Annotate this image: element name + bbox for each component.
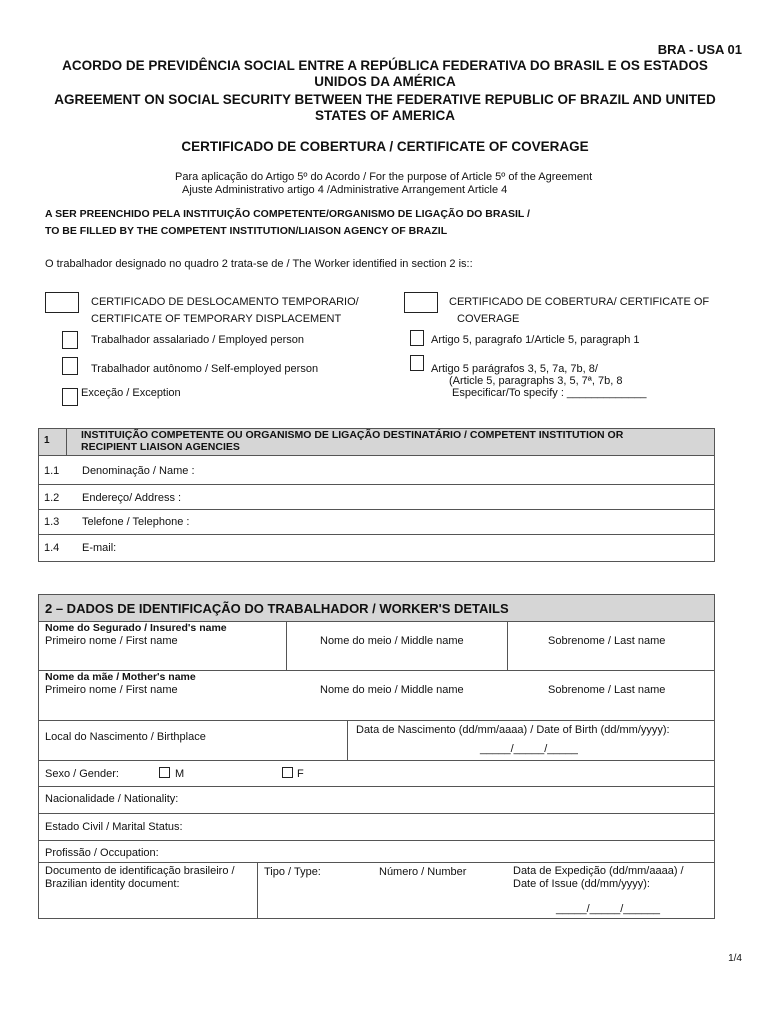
self-employed-label: Trabalhador autônomo / Self-employed person <box>91 363 319 375</box>
worker-intro: O trabalhador designado no quadro 2 trata-se de / The Worker identified in section 2 is:: <box>45 258 473 270</box>
mother-middle-name-field[interactable]: Nome do meio / Middle name <box>320 684 464 696</box>
row-1-1-num: 1.1 <box>44 465 60 477</box>
id-document-label <box>45 865 235 891</box>
exception-checkbox[interactable] <box>62 388 78 406</box>
article5-paragraph1-label: Artigo 5, paragrafo 1/Article 5, paragraph 1 <box>431 334 640 346</box>
purpose-line1: Para aplicação do Artigo 5º do Acordo / For the purpose of Article 5º of the Agreement <box>175 171 593 183</box>
certificate-coverage-line2: COVERAGE <box>457 313 520 325</box>
title-english <box>20 92 750 124</box>
email-field[interactable]: E-mail: <box>82 542 117 554</box>
row-1-3-num: 1.3 <box>44 516 60 528</box>
certificate-subtitle: CERTIFICADO DE COBERTURA / CERTIFICATE OF COVERAGE <box>181 139 589 154</box>
mother-name-label: Nome da mãe / Mother's name <box>45 671 196 683</box>
section1-title <box>81 429 623 453</box>
temporary-displacement-checkbox[interactable] <box>45 292 79 313</box>
gender-male-checkbox[interactable] <box>159 767 170 778</box>
certificate-coverage-checkbox[interactable] <box>404 292 438 313</box>
date-of-issue-label <box>513 865 684 891</box>
title-en-line2: STATES OF AMERICA <box>315 108 455 123</box>
title-en-line1: AGREEMENT ON SOCIAL SECURITY BETWEEN THE FEDERATIVE REPUBLIC OF BRAZIL AND UNITED <box>54 92 716 107</box>
title-pt-line2: UNIDOS DA AMÉRICA <box>314 74 456 89</box>
exception-label: Exceção / Exception <box>81 387 181 399</box>
marital-status-field[interactable]: Estado Civil / Marital Status: <box>45 821 183 833</box>
title-portuguese <box>20 58 750 90</box>
telephone-field[interactable]: Telefone / Telephone : <box>82 516 190 528</box>
insured-first-name-field[interactable]: Primeiro nome / First name <box>45 635 178 647</box>
id-document-line1: Documento de identificação brasileiro / <box>45 865 235 877</box>
gender-label: Sexo / Gender: <box>45 768 119 780</box>
purpose-line2: Ajuste Administrativo artigo 4 /Administrative Arrangement Article 4 <box>182 184 508 196</box>
name-field[interactable]: Denominação / Name : <box>82 465 195 477</box>
section1-number: 1 <box>44 435 50 446</box>
instruction-line1: A SER PREENCHIDO PELA INSTITUIÇÃO COMPETENTE/ORGANISMO DE LIGAÇÃO DO BRASIL / <box>45 208 530 220</box>
temporary-displacement-line2: CERTIFICATE OF TEMPORARY DISPLACEMENT <box>91 313 342 325</box>
article5-paragraph1-checkbox[interactable] <box>410 330 424 346</box>
gender-female-checkbox[interactable] <box>282 767 293 778</box>
form-code: BRA - USA 01 <box>657 42 742 57</box>
section1-title-line1: INSTITUIÇÃO COMPETENTE OU ORGANISMO DE LIGAÇÃO DESTINATÁRIO / COMPETENT INSTITUTION OR <box>81 429 624 441</box>
title-pt-line1: ACORDO DE PREVIDÊNCIA SOCIAL ENTRE A REPÚBLICA FEDERATIVA DO BRASIL E OS ESTADOS <box>62 58 708 73</box>
self-employed-checkbox[interactable] <box>62 357 78 375</box>
document-type-field[interactable]: Tipo / Type: <box>264 866 321 878</box>
row-1-2-num: 1.2 <box>44 492 60 504</box>
date-of-issue-line1: Data de Expedição (dd/mm/aaaa) / <box>513 865 684 877</box>
occupation-field[interactable]: Profissão / Occupation: <box>45 847 159 859</box>
specify-field[interactable]: Especificar/To specify : _____________ <box>452 387 647 399</box>
article5-multi-checkbox[interactable] <box>410 355 424 371</box>
insured-last-name-field[interactable]: Sobrenome / Last name <box>548 635 666 647</box>
document-number-field[interactable]: Número / Number <box>379 866 467 878</box>
gender-female-label: F <box>297 768 304 780</box>
section2-title: 2 – DADOS DE IDENTIFICAÇÃO DO TRABALHADOR / WORKER'S DETAILS <box>45 601 509 616</box>
mother-first-name-field[interactable]: Primeiro nome / First name <box>45 684 178 696</box>
insured-middle-name-field[interactable]: Nome do meio / Middle name <box>320 635 464 647</box>
temporary-displacement-line1: CERTIFICADO DE DESLOCAMENTO TEMPORARIO/ <box>91 296 359 308</box>
mother-last-name-field[interactable]: Sobrenome / Last name <box>548 684 666 696</box>
date-of-birth-field[interactable]: _____/_____/_____ <box>480 743 578 755</box>
insured-name-label: Nome do Segurado / Insured's name <box>45 622 227 634</box>
row-1-4-num: 1.4 <box>44 542 60 554</box>
date-of-birth-label: Data de Nascimento (dd/mm/aaaa) / Date of Birth (dd/mm/yyyy): <box>356 724 670 736</box>
page-number: 1/4 <box>728 953 742 964</box>
nationality-field[interactable]: Nacionalidade / Nationality: <box>45 793 179 805</box>
instruction-line2: TO BE FILLED BY THE COMPETENT INSTITUTION/LIAISON AGENCY OF BRAZIL <box>45 225 448 237</box>
birthplace-field[interactable]: Local do Nascimento / Birthplace <box>45 731 206 743</box>
certificate-coverage-line1: CERTIFICADO DE COBERTURA/ CERTIFICATE OF <box>449 296 710 308</box>
employed-person-label: Trabalhador assalariado / Employed person <box>91 334 304 346</box>
date-of-issue-line2: Date of Issue (dd/mm/yyyy): <box>513 878 650 890</box>
article5-multi-line1: Artigo 5 parágrafos 3, 5, 7a, 7b, 8/ <box>431 363 598 375</box>
address-field[interactable]: Endereço/ Address : <box>82 492 182 504</box>
date-of-issue-field[interactable]: _____/_____/______ <box>556 903 660 915</box>
section1-title-line2: RECIPIENT LIAISON AGENCIES <box>81 441 240 453</box>
id-document-line2: Brazilian identity document: <box>45 878 180 890</box>
gender-male-label: M <box>175 768 185 780</box>
employed-person-checkbox[interactable] <box>62 331 78 349</box>
article5-multi-line2: (Article 5, paragraphs 3, 5, 7ª, 7b, 8 <box>449 375 623 387</box>
